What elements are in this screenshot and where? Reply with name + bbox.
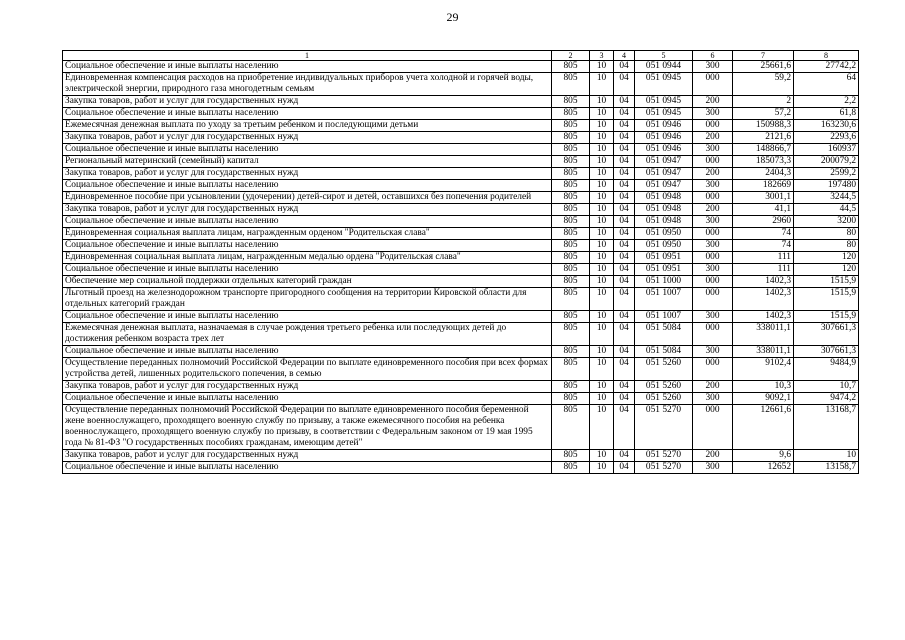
row-name: Социальное обеспечение и иные выплаты населению [63, 346, 552, 358]
column-number-row [63, 51, 859, 61]
amount-year-1: 9092,1 [733, 393, 794, 405]
subsection-code: 04 [614, 216, 635, 228]
amount-year-1: 182669 [733, 180, 794, 192]
amount-year-2: 2,2 [794, 96, 859, 108]
expense-type-code: 300 [693, 462, 733, 474]
table-row [63, 228, 859, 240]
amount-year-1: 2404,3 [733, 168, 794, 180]
subsection-code: 04 [614, 311, 635, 323]
table-row [63, 73, 859, 96]
amount-year-2: 64 [794, 73, 859, 96]
amount-year-2: 120 [794, 264, 859, 276]
expense-type-code: 200 [693, 168, 733, 180]
amount-year-1: 12661,6 [733, 405, 794, 450]
target-article-code: 051 0951 [635, 252, 693, 264]
subsection-code: 04 [614, 108, 635, 120]
row-name: Социальное обеспечение и иные выплаты населению [63, 180, 552, 192]
amount-year-1: 338011,1 [733, 346, 794, 358]
subsection-code: 04 [614, 156, 635, 168]
row-name: Социальное обеспечение и иные выплаты населению [63, 264, 552, 276]
expense-type-code: 300 [693, 216, 733, 228]
row-name: Социальное обеспечение и иные выплаты населению [63, 240, 552, 252]
ministry-code: 805 [552, 180, 590, 192]
column-number: 4 [614, 51, 635, 61]
row-name: Региональный материнский (семейный) капитал [63, 156, 552, 168]
amount-year-1: 10,3 [733, 381, 794, 393]
section-code: 10 [590, 216, 614, 228]
target-article-code: 051 1000 [635, 276, 693, 288]
amount-year-2: 44,5 [794, 204, 859, 216]
amount-year-1: 1402,3 [733, 311, 794, 323]
expense-type-code: 000 [693, 288, 733, 311]
section-code: 10 [590, 462, 614, 474]
subsection-code: 04 [614, 228, 635, 240]
target-article-code: 051 1007 [635, 288, 693, 311]
table-body [63, 51, 859, 474]
expense-type-code: 000 [693, 156, 733, 168]
subsection-code: 04 [614, 393, 635, 405]
table-row [63, 405, 859, 450]
subsection-code: 04 [614, 381, 635, 393]
table-row [63, 156, 859, 168]
expense-type-code: 300 [693, 346, 733, 358]
subsection-code: 04 [614, 168, 635, 180]
target-article-code: 051 0947 [635, 180, 693, 192]
ministry-code: 805 [552, 450, 590, 462]
section-code: 10 [590, 108, 614, 120]
amount-year-2: 1515,9 [794, 288, 859, 311]
target-article-code: 051 0951 [635, 264, 693, 276]
expense-type-code: 300 [693, 108, 733, 120]
table-row [63, 61, 859, 73]
row-name: Закупка товаров, работ и услуг для государственных нужд [63, 450, 552, 462]
ministry-code: 805 [552, 96, 590, 108]
amount-year-2: 200079,2 [794, 156, 859, 168]
target-article-code: 051 0948 [635, 192, 693, 204]
table-row [63, 120, 859, 132]
column-number: 5 [635, 51, 693, 61]
row-name: Закупка товаров, работ и услуг для государственных нужд [63, 381, 552, 393]
row-name: Социальное обеспечение и иные выплаты населению [63, 144, 552, 156]
target-article-code: 051 5260 [635, 358, 693, 381]
expense-type-code: 200 [693, 132, 733, 144]
subsection-code: 04 [614, 462, 635, 474]
table-row [63, 450, 859, 462]
amount-year-2: 13158,7 [794, 462, 859, 474]
column-number: 6 [693, 51, 733, 61]
target-article-code: 051 0948 [635, 216, 693, 228]
amount-year-1: 12652 [733, 462, 794, 474]
ministry-code: 805 [552, 252, 590, 264]
amount-year-1: 111 [733, 252, 794, 264]
amount-year-1: 2121,6 [733, 132, 794, 144]
table-row [63, 276, 859, 288]
ministry-code: 805 [552, 405, 590, 450]
subsection-code: 04 [614, 61, 635, 73]
section-code: 10 [590, 120, 614, 132]
ministry-code: 805 [552, 358, 590, 381]
subsection-code: 04 [614, 96, 635, 108]
ministry-code: 805 [552, 346, 590, 358]
target-article-code: 051 0950 [635, 228, 693, 240]
row-name: Единовременное пособие при усыновлении (удочерении) детей-сирот и детей, оставшихся без попечения родителей [63, 192, 552, 204]
table-row [63, 96, 859, 108]
row-name: Ежемесячная денежная выплата, назначаемая в случае рождения третьего ребенка или последующих детей до достижения ребенком возраста трех лет [63, 323, 552, 346]
target-article-code: 051 5270 [635, 405, 693, 450]
section-code: 10 [590, 204, 614, 216]
table-row [63, 216, 859, 228]
table-row [63, 264, 859, 276]
section-code: 10 [590, 346, 614, 358]
expense-type-code: 200 [693, 204, 733, 216]
row-name: Осуществление переданных полномочий Российской Федерации по выплате единовременного пособия беременной жене военнослужащего, проходящего военную службу по призыву, а также ежемесячного пособия на ребенка военнослужащего, проходящего военную службу по призыву, в соответствии с Федеральным законом от 19 мая 1995 года № 81-ФЗ "О государственных пособиях гражданам, имеющим детей" [63, 405, 552, 450]
amount-year-2: 307661,3 [794, 323, 859, 346]
expense-type-code: 300 [693, 393, 733, 405]
expense-type-code: 000 [693, 405, 733, 450]
amount-year-1: 338011,1 [733, 323, 794, 346]
amount-year-1: 41,1 [733, 204, 794, 216]
target-article-code: 051 0945 [635, 73, 693, 96]
subsection-code: 04 [614, 264, 635, 276]
ministry-code: 805 [552, 311, 590, 323]
row-name: Осуществление переданных полномочий Российской Федерации по выплате единовременного пособия при всех формах устройства детей, лишенных родительского попечения, в семью [63, 358, 552, 381]
row-name: Социальное обеспечение и иные выплаты населению [63, 462, 552, 474]
section-code: 10 [590, 252, 614, 264]
target-article-code: 051 0946 [635, 132, 693, 144]
section-code: 10 [590, 450, 614, 462]
target-article-code: 051 5260 [635, 393, 693, 405]
amount-year-2: 2293,6 [794, 132, 859, 144]
ministry-code: 805 [552, 120, 590, 132]
target-article-code: 051 5260 [635, 381, 693, 393]
subsection-code: 04 [614, 346, 635, 358]
row-name: Социальное обеспечение и иные выплаты населению [63, 311, 552, 323]
amount-year-2: 307661,3 [794, 346, 859, 358]
expense-type-code: 000 [693, 228, 733, 240]
section-code: 10 [590, 156, 614, 168]
target-article-code: 051 1007 [635, 311, 693, 323]
table-row [63, 462, 859, 474]
ministry-code: 805 [552, 264, 590, 276]
expense-type-code: 000 [693, 120, 733, 132]
expense-type-code: 300 [693, 61, 733, 73]
ministry-code: 805 [552, 204, 590, 216]
table-row [63, 192, 859, 204]
amount-year-2: 120 [794, 252, 859, 264]
target-article-code: 051 0945 [635, 108, 693, 120]
amount-year-1: 25661,6 [733, 61, 794, 73]
ministry-code: 805 [552, 323, 590, 346]
amount-year-1: 1402,3 [733, 288, 794, 311]
amount-year-2: 1515,9 [794, 311, 859, 323]
subsection-code: 04 [614, 192, 635, 204]
section-code: 10 [590, 393, 614, 405]
row-name: Социальное обеспечение и иные выплаты населению [63, 108, 552, 120]
expense-type-code: 200 [693, 381, 733, 393]
column-number: 1 [63, 51, 552, 61]
expense-type-code: 300 [693, 144, 733, 156]
amount-year-1: 3001,1 [733, 192, 794, 204]
ministry-code: 805 [552, 276, 590, 288]
expense-type-code: 200 [693, 96, 733, 108]
row-name: Социальное обеспечение и иные выплаты населению [63, 61, 552, 73]
ministry-code: 805 [552, 228, 590, 240]
amount-year-2: 80 [794, 228, 859, 240]
table-row [63, 180, 859, 192]
section-code: 10 [590, 276, 614, 288]
subsection-code: 04 [614, 240, 635, 252]
table-row [63, 381, 859, 393]
ministry-code: 805 [552, 192, 590, 204]
target-article-code: 051 0946 [635, 120, 693, 132]
subsection-code: 04 [614, 323, 635, 346]
section-code: 10 [590, 323, 614, 346]
section-code: 10 [590, 240, 614, 252]
expense-type-code: 200 [693, 450, 733, 462]
section-code: 10 [590, 168, 614, 180]
table-row [63, 346, 859, 358]
table-row [63, 240, 859, 252]
column-number: 7 [733, 51, 794, 61]
subsection-code: 04 [614, 204, 635, 216]
target-article-code: 051 5270 [635, 462, 693, 474]
row-name: Обеспечение мер социальной поддержки отдельных категорий граждан [63, 276, 552, 288]
section-code: 10 [590, 192, 614, 204]
target-article-code: 051 0944 [635, 61, 693, 73]
target-article-code: 051 0947 [635, 168, 693, 180]
expense-type-code: 300 [693, 240, 733, 252]
subsection-code: 04 [614, 180, 635, 192]
expense-type-code: 000 [693, 73, 733, 96]
amount-year-1: 150988,3 [733, 120, 794, 132]
column-number: 2 [552, 51, 590, 61]
ministry-code: 805 [552, 61, 590, 73]
section-code: 10 [590, 180, 614, 192]
subsection-code: 04 [614, 120, 635, 132]
table-row [63, 252, 859, 264]
target-article-code: 051 0945 [635, 96, 693, 108]
section-code: 10 [590, 228, 614, 240]
amount-year-2: 160937 [794, 144, 859, 156]
amount-year-1: 111 [733, 264, 794, 276]
expense-type-code: 300 [693, 180, 733, 192]
amount-year-2: 13168,7 [794, 405, 859, 450]
target-article-code: 051 5084 [635, 323, 693, 346]
section-code: 10 [590, 381, 614, 393]
section-code: 10 [590, 144, 614, 156]
amount-year-1: 9,6 [733, 450, 794, 462]
amount-year-2: 10,7 [794, 381, 859, 393]
page-number: 29 [446, 10, 459, 24]
amount-year-2: 27742,2 [794, 61, 859, 73]
ministry-code: 805 [552, 462, 590, 474]
ministry-code: 805 [552, 156, 590, 168]
target-article-code: 051 0947 [635, 156, 693, 168]
expense-type-code: 000 [693, 358, 733, 381]
table-row [63, 288, 859, 311]
expense-type-code: 300 [693, 264, 733, 276]
table-row [63, 168, 859, 180]
row-name: Льготный проезд на железнодорожном транспорте пригородного сообщения на территории Кировской области для отдельных категорий граждан [63, 288, 552, 311]
row-name: Закупка товаров, работ и услуг для государственных нужд [63, 204, 552, 216]
row-name: Единовременная социальная выплата лицам, награжденным орденом "Родительская слава" [63, 228, 552, 240]
ministry-code: 805 [552, 73, 590, 96]
ministry-code: 805 [552, 144, 590, 156]
amount-year-1: 59,2 [733, 73, 794, 96]
row-name: Закупка товаров, работ и услуг для государственных нужд [63, 132, 552, 144]
ministry-code: 805 [552, 240, 590, 252]
amount-year-2: 3244,5 [794, 192, 859, 204]
section-code: 10 [590, 288, 614, 311]
amount-year-2: 9484,9 [794, 358, 859, 381]
section-code: 10 [590, 61, 614, 73]
amount-year-1: 148866,7 [733, 144, 794, 156]
ministry-code: 805 [552, 108, 590, 120]
amount-year-1: 2960 [733, 216, 794, 228]
amount-year-2: 2599,2 [794, 168, 859, 180]
amount-year-1: 57,2 [733, 108, 794, 120]
expense-type-code: 000 [693, 192, 733, 204]
row-name: Закупка товаров, работ и услуг для государственных нужд [63, 96, 552, 108]
subsection-code: 04 [614, 450, 635, 462]
target-article-code: 051 0948 [635, 204, 693, 216]
section-code: 10 [590, 132, 614, 144]
expense-type-code: 000 [693, 276, 733, 288]
ministry-code: 805 [552, 381, 590, 393]
subsection-code: 04 [614, 252, 635, 264]
table-row [63, 393, 859, 405]
table-row [63, 311, 859, 323]
row-name: Единовременная социальная выплата лицам, награжденным медалью ордена "Родительская слава" [63, 252, 552, 264]
amount-year-1: 74 [733, 228, 794, 240]
table-row [63, 144, 859, 156]
amount-year-2: 80 [794, 240, 859, 252]
subsection-code: 04 [614, 73, 635, 96]
ministry-code: 805 [552, 168, 590, 180]
target-article-code: 051 0950 [635, 240, 693, 252]
column-number: 3 [590, 51, 614, 61]
amount-year-2: 9474,2 [794, 393, 859, 405]
amount-year-2: 61,8 [794, 108, 859, 120]
target-article-code: 051 5084 [635, 346, 693, 358]
target-article-code: 051 5270 [635, 450, 693, 462]
subsection-code: 04 [614, 405, 635, 450]
section-code: 10 [590, 96, 614, 108]
row-name: Единовременная компенсация расходов на приобретение индивидуальных приборов учета холодной и горячей воды, электрической энергии, природного газа многодетным семьям [63, 73, 552, 96]
table-row [63, 132, 859, 144]
table-row [63, 358, 859, 381]
target-article-code: 051 0946 [635, 144, 693, 156]
section-code: 10 [590, 358, 614, 381]
amount-year-1: 185073,3 [733, 156, 794, 168]
section-code: 10 [590, 405, 614, 450]
row-name: Социальное обеспечение и иные выплаты населению [63, 216, 552, 228]
amount-year-1: 74 [733, 240, 794, 252]
expense-type-code: 300 [693, 311, 733, 323]
table-row [63, 323, 859, 346]
table-row [63, 204, 859, 216]
section-code: 10 [590, 264, 614, 276]
ministry-code: 805 [552, 132, 590, 144]
expense-type-code: 000 [693, 252, 733, 264]
amount-year-2: 197480 [794, 180, 859, 192]
row-name: Ежемесячная денежная выплата по уходу за третьим ребенком и последующими детьми [63, 120, 552, 132]
amount-year-1: 9102,4 [733, 358, 794, 381]
amount-year-1: 1402,3 [733, 276, 794, 288]
budget-table [62, 50, 859, 474]
column-number: 8 [794, 51, 859, 61]
amount-year-2: 163230,6 [794, 120, 859, 132]
subsection-code: 04 [614, 132, 635, 144]
row-name: Закупка товаров, работ и услуг для государственных нужд [63, 168, 552, 180]
amount-year-2: 3200 [794, 216, 859, 228]
subsection-code: 04 [614, 358, 635, 381]
row-name: Социальное обеспечение и иные выплаты населению [63, 393, 552, 405]
subsection-code: 04 [614, 144, 635, 156]
subsection-code: 04 [614, 288, 635, 311]
ministry-code: 805 [552, 393, 590, 405]
ministry-code: 805 [552, 216, 590, 228]
amount-year-2: 10 [794, 450, 859, 462]
table-row [63, 108, 859, 120]
subsection-code: 04 [614, 276, 635, 288]
section-code: 10 [590, 73, 614, 96]
ministry-code: 805 [552, 288, 590, 311]
amount-year-2: 1515,9 [794, 276, 859, 288]
amount-year-1: 2 [733, 96, 794, 108]
expense-type-code: 000 [693, 323, 733, 346]
section-code: 10 [590, 311, 614, 323]
